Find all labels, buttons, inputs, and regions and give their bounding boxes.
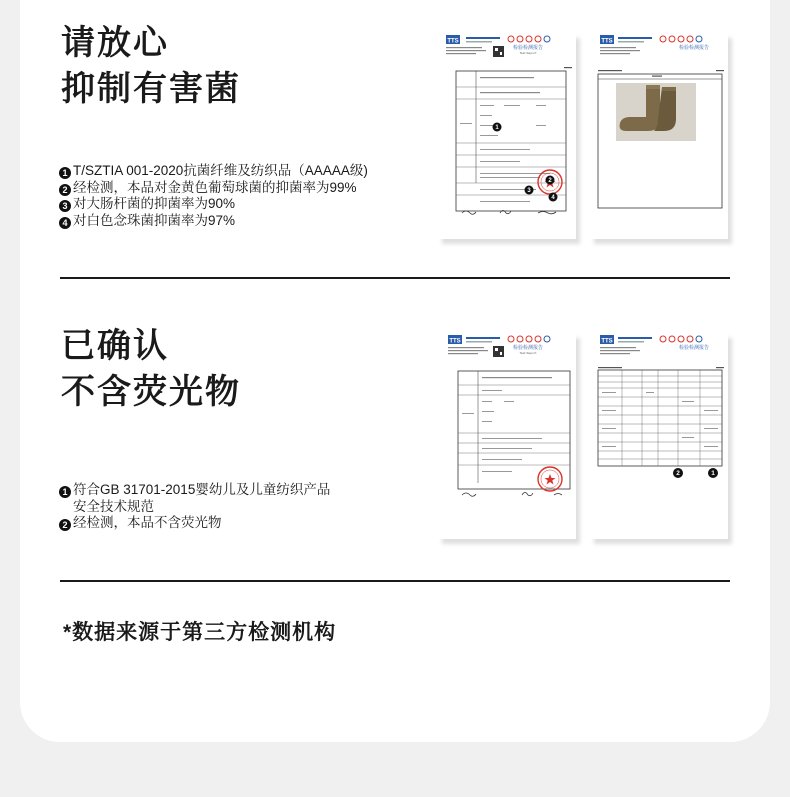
svg-text:1: 1 <box>495 125 499 131</box>
section1-title-line2: 抑制有害菌 <box>61 70 241 108</box>
antibacterial-report-photo-page[interactable] <box>590 33 728 239</box>
bullet-item <box>59 515 330 532</box>
qr-code-icon <box>493 46 504 57</box>
report-logo-icon <box>600 335 614 345</box>
svg-text:4: 4 <box>551 195 555 201</box>
cert-marks-icon <box>508 336 550 342</box>
report-logo-text: TTS <box>449 338 461 345</box>
bullet-item <box>59 163 368 180</box>
signatures <box>462 493 562 497</box>
bullet-text: 经检测，本品对金黄色葡萄球菌的抑菌率为99% <box>73 179 357 195</box>
section1-bullets <box>59 163 368 229</box>
cert-marks-icon <box>660 36 702 42</box>
report-marker-3 <box>525 186 534 195</box>
bullet-text: 安全技术规范 <box>73 498 154 514</box>
report-header-subtitle: Test Report <box>519 51 537 55</box>
report-header-subtitle: Test Report <box>519 351 537 355</box>
bullet-text: 对白色念珠菌抑菌率为97% <box>73 212 236 228</box>
report-header-title: 检验检测报告 <box>678 45 710 51</box>
section-divider <box>60 277 730 279</box>
report-header-title: 检验检测报告 <box>512 345 544 351</box>
bullet-text: 符合GB 31701-2015婴幼儿及儿童纺织产品 <box>73 482 331 497</box>
bullet-item <box>59 482 330 499</box>
source-footnote: *数据来源于第三方检测机构 <box>63 621 337 644</box>
section2-bullets <box>59 482 330 532</box>
bullet-item-continued <box>59 499 330 516</box>
section2-title-line1: 已确认 <box>61 327 169 365</box>
svg-text:2: 2 <box>676 470 680 478</box>
section2-title-line2: 不含荧光物 <box>61 373 241 411</box>
bullet-number: 1 <box>59 486 71 498</box>
bullet-number: 2 <box>59 519 71 531</box>
report-logo-text: TTS <box>601 338 613 345</box>
section-divider <box>60 580 730 582</box>
fluorescent-report-table-page[interactable] <box>590 333 728 539</box>
bullet-text: 经检测，本品不含荧光物 <box>73 515 222 530</box>
bullet-item <box>59 196 368 213</box>
content-card <box>20 0 770 742</box>
sock-photo <box>616 83 696 141</box>
section1-title-line1: 请放心 <box>61 24 169 62</box>
report-marker-2 <box>546 176 555 185</box>
bullet-number: 2 <box>59 184 71 196</box>
report-header-title: 检验检测报告 <box>512 45 544 51</box>
red-seal-icon <box>538 467 562 491</box>
report-logo-icon <box>448 335 462 345</box>
fluorescent-report-page1[interactable] <box>438 333 576 539</box>
svg-text:2: 2 <box>548 178 552 184</box>
qr-code-icon <box>493 346 504 357</box>
report-marker-1 <box>493 123 502 132</box>
report-marker-4 <box>549 193 558 202</box>
cert-marks-icon <box>660 336 702 342</box>
report-header-title: 检验检测报告 <box>678 345 710 351</box>
bullet-item <box>59 213 368 230</box>
report-logo-text: TTS <box>601 38 613 45</box>
report-marker-2 <box>673 468 683 478</box>
report-logo-icon <box>446 35 460 45</box>
report-logo-text: TTS <box>447 38 459 45</box>
section2-title <box>61 323 241 415</box>
bullet-number: 4 <box>59 217 71 229</box>
bullet-number: 3 <box>59 200 71 212</box>
report-logo-icon <box>600 35 614 45</box>
bullet-text: T/SZTIA 001-2020抗菌纤维及纺织品（AAAAA级) <box>73 163 368 178</box>
data-table <box>598 370 722 466</box>
cert-marks-icon <box>508 36 550 42</box>
antibacterial-report-page1[interactable] <box>438 33 576 239</box>
report-marker-1 <box>708 468 718 478</box>
bullet-text: 对大肠杆菌的抑菌率为90% <box>73 196 236 211</box>
bullet-item <box>59 180 368 197</box>
svg-text:1: 1 <box>711 470 715 478</box>
svg-text:3: 3 <box>527 188 531 194</box>
bullet-number: 1 <box>59 167 71 179</box>
section1-title <box>61 20 241 112</box>
